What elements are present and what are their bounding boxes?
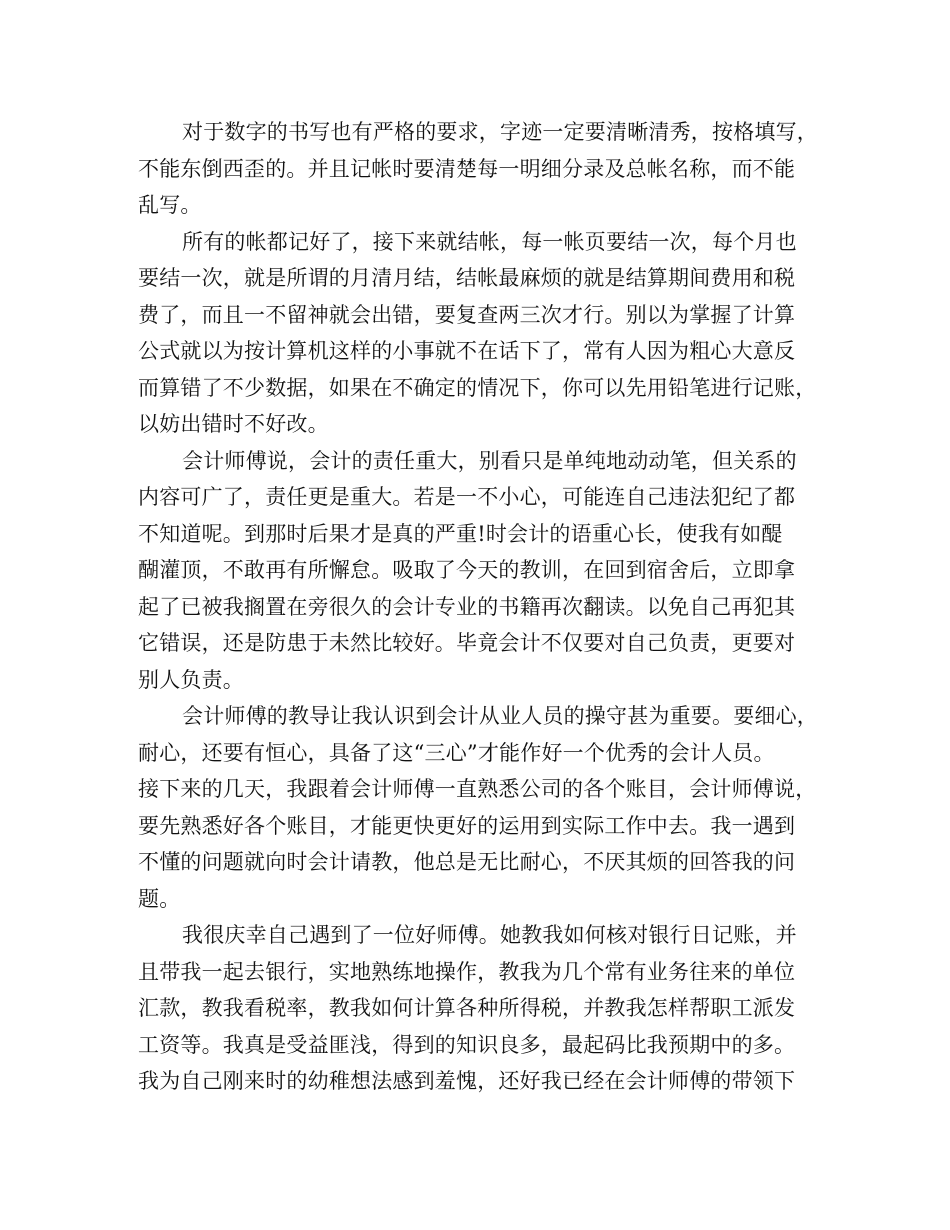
paragraph-line: 会计师傅说，会计的责任重大，别看只是单纯地动动笔，但关系的: [182, 448, 797, 473]
paragraph-line: 要先熟悉好各个账目，才能更快更好的运用到实际工作中去。我一遇到: [138, 813, 796, 838]
paragraph-line: 乱写。: [138, 193, 202, 217]
paragraph-line: 题。: [138, 886, 181, 911]
paragraph-1: [138, 114, 818, 224]
paragraph-line: 费了，而且一不留神就会出错，要复查两三次才行。别以为掌握了计算: [138, 302, 796, 327]
paragraph-line: 接下来的几天，我跟着会计师傅一直熟悉公司的各个账目，会计师傅说，: [138, 777, 817, 801]
paragraph-line: 汇款，教我看税率，教我如何计算各种所得税，并教我怎样帮职工派发: [138, 996, 796, 1020]
paragraph-line: 以妨出错时不好改。: [138, 412, 329, 436]
paragraph-line: 我为自己刚来时的幼稚想法感到羞愧，还好我已经在会计师傅的带领下: [138, 1069, 796, 1093]
paragraph-line: 我很庆幸自己遇到了一位好师傅。她教我如何核对银行日记账，并: [182, 923, 797, 947]
paragraph-line: 公式就以为按计算机这样的小事就不在话下了，常有人因为粗心大意反: [138, 339, 796, 363]
paragraph-line: 耐心，还要有恒心，具备了这“三心”才能作好一个优秀的会计人员。: [138, 740, 775, 765]
paragraph-line: 别人负责。: [138, 667, 244, 692]
paragraph-line: 内容可广了，责任更是重大。若是一不小心，可能连自己违法犯纪了都: [138, 485, 796, 509]
paragraph-line: 起了已被我搁置在旁很久的会计专业的书籍再次翻读。以免自己再犯其: [138, 594, 796, 619]
paragraph-5: [138, 917, 818, 1100]
paragraph-line: 会计师傅的教导让我认识到会计从业人员的操守甚为重要。要细心，: [182, 704, 818, 728]
paragraph-2: [138, 224, 818, 443]
paragraph-line: 它错误，还是防患于未然比较好。毕竟会计不仅要对自己负责，更要对: [138, 631, 796, 655]
document-body: [138, 114, 818, 1100]
paragraph-line: 要结一次，就是所谓的月清月结，结帐最麻烦的就是结算期间费用和税: [138, 266, 796, 290]
paragraph-line: 不能东倒西歪的。并且记帐时要清楚每一明细分录及总帐名称，而不能: [138, 156, 796, 181]
paragraph-line: 不懂的问题就向时会计请教，他总是无比耐心，不厌其烦的回答我的问: [138, 850, 796, 874]
paragraph-line: 工资等。我真是受益匪浅，得到的知识良多，最起码比我预期中的多。: [138, 1032, 796, 1057]
paragraph-4: [138, 698, 818, 917]
paragraph-line: 醐灌顶，不敢再有所懈怠。吸取了今天的教训，在回到宿舍后，立即拿: [138, 558, 796, 582]
paragraph-line: 所有的帐都记好了，接下来就结帐，每一帐页要结一次，每个月也: [182, 229, 797, 254]
paragraph-line: 且带我一起去银行，实地熟练地操作，教我为几个常有业务往来的单位: [138, 959, 796, 984]
paragraph-3: [138, 443, 818, 699]
paragraph-line: 对于数字的书写也有严格的要求，字迹一定要清晰清秀，按格填写，: [182, 120, 818, 144]
paragraph-line: 而算错了不少数据，如果在不确定的情况下，你可以先用铅笔进行记账，: [138, 375, 817, 400]
paragraph-line: 不知道呢。到那时后果才是真的严重!时会计的语重心长，使我有如醍: [138, 521, 783, 546]
